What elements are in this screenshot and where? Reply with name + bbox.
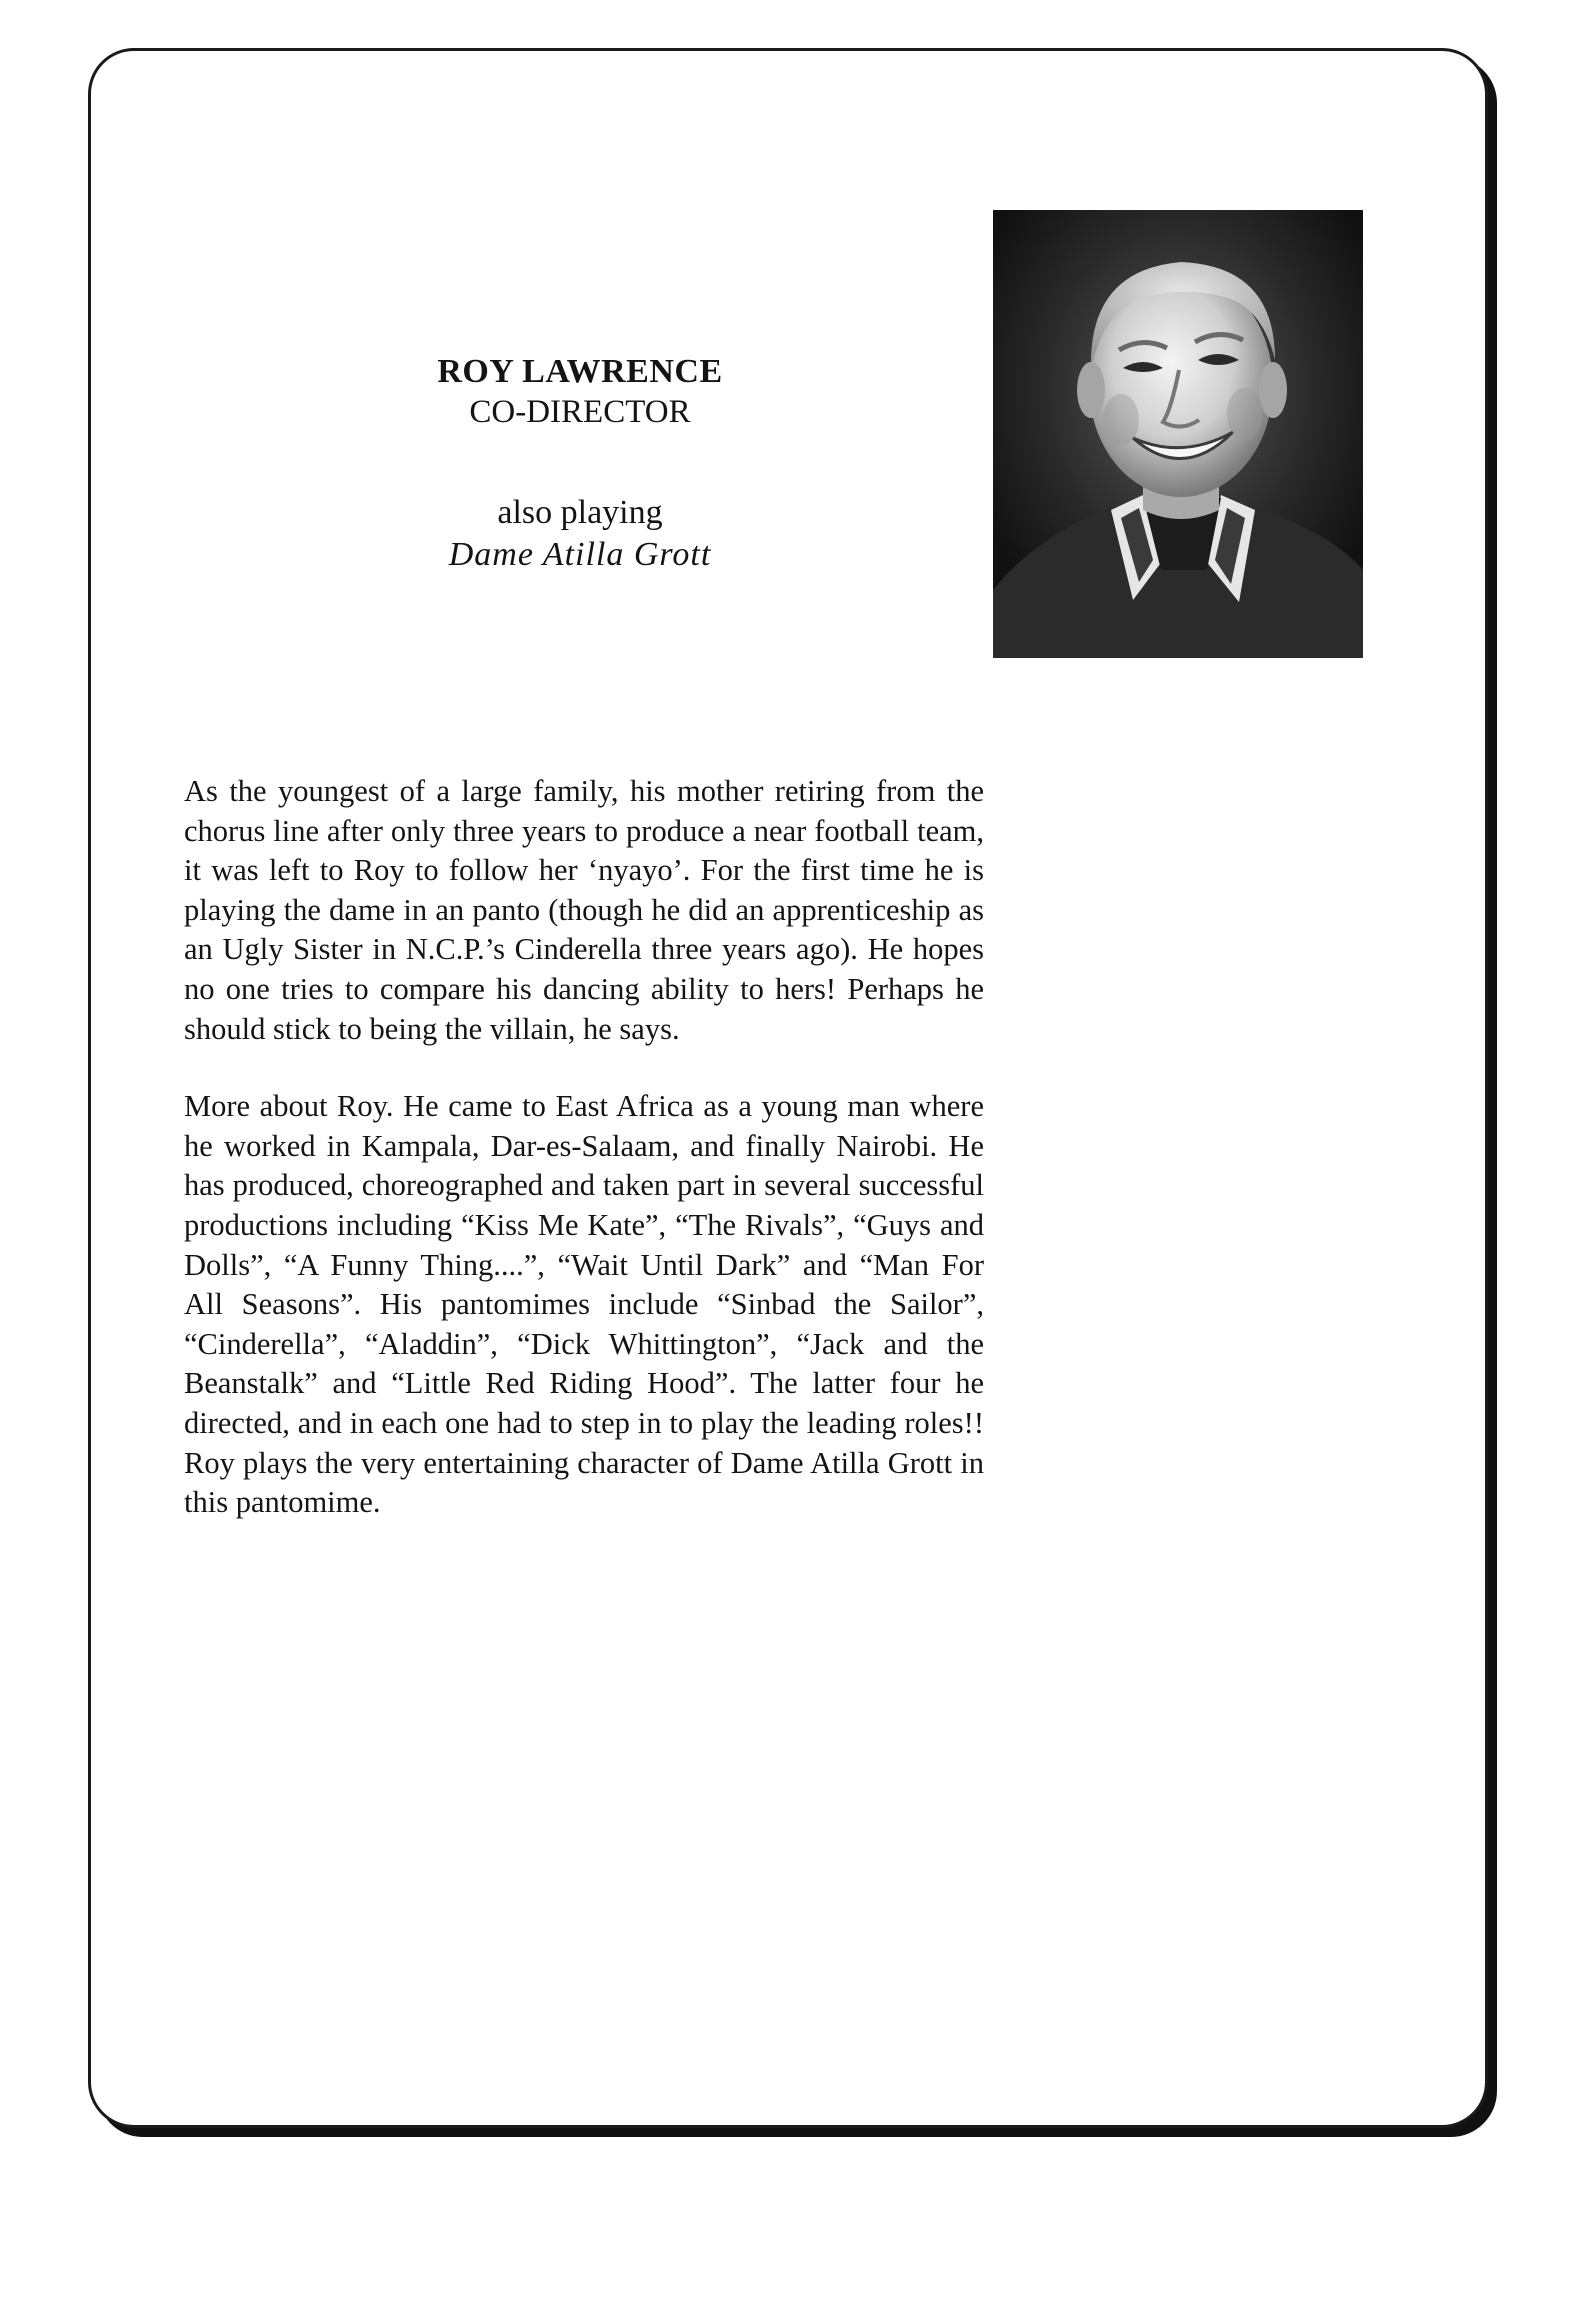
portrait-photo	[993, 210, 1363, 658]
person-role: CO-DIRECTOR	[469, 394, 691, 430]
portrait-illustration	[993, 210, 1363, 658]
bio-paragraph-2: More about Roy. He came to East Africa as a young man where he worked in Kampala, Dar-es-Salaam, and finally Nairobi. He has produced, choreographed and taken part in several successful productions including “Kiss Me Kate”, “The Rivals”, “Guys and Dolls”, “A Funny Thing....”, “Wait Until Dark” and “Man For All Seasons”. His pantomimes include “Sinbad the Sailor”, “Cinderella”, “Aladdin”, “Dick Whittington”, “Jack and the Beanstalk” and “Little Red Riding Hood”. The latter four he directed, and in each one had to step in to play the leading roles!! Roy plays the very entertaining character of Dame Atilla Grott in this pantomime.	[184, 1089, 984, 1520]
character-name: Dame Atilla Grott	[448, 536, 712, 573]
biography	[184, 772, 984, 1561]
person-name: ROY LAWRENCE	[437, 353, 723, 390]
also-playing-label: also playing	[497, 494, 663, 531]
profile-heading	[380, 352, 780, 576]
bio-paragraph-1: As the youngest of a large family, his mother retiring from the chorus line after only three years to produce a near football team, it was left to Roy to follow her ‘nyayo’. For the first time he is playing the dame in an panto (though he did an apprenticeship as an Ugly Sister in N.C.P.’s Cinderella three years ago). He hopes no one tries to compare his dancing ability to hers! Perhaps he should stick to being the villain, he says.	[184, 774, 984, 1046]
